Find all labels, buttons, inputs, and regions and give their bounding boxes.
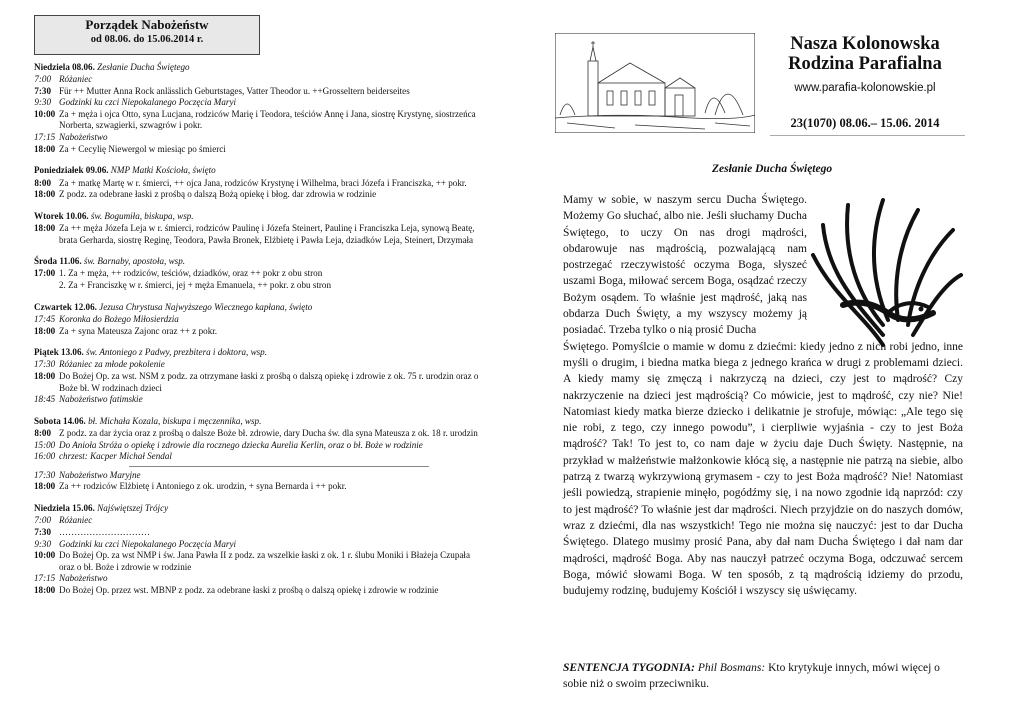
schedule-day [34,62,484,155]
article-body [563,192,963,599]
schedule-entry [34,428,484,440]
day-title [34,165,484,177]
schedule-day [34,347,484,405]
issue-number: 23(1070) 08.06.– 15.06. 2014 [790,116,940,130]
entry-time: 8:00 [34,177,51,188]
website-link[interactable]: www.parafia-kolonowskie.pl [794,82,936,94]
day-name: Poniedziałek 09.06. [34,165,111,176]
entry-time: 18:00 [34,371,56,381]
schedule-entry [34,573,484,585]
entry-text: Nabożeństwo fatimskie [59,394,143,405]
schedule-entry [34,326,484,338]
entry-text: 1. Za + męża, ++ rodziców, teściów, dziadków, oraz ++ pokr z obu stron [59,268,323,279]
schedule-day [34,416,484,493]
schedule-day [34,211,484,246]
entry-text: Za ++ rodziców Elżbietę i Antoniego z ok. urodzin, + syna Bernarda i ++ pokr. [59,481,347,492]
entry-time: 18:00 [34,325,56,336]
entry-text: ………………………… [59,526,150,537]
schedule-list [34,62,484,607]
sentence-label: SENTENCJA TYGODNIA: [563,662,695,674]
schedule-day [34,256,484,291]
entry-text: Do Bożej Op. za wst. NSM z podz. za otrzymane łaski z prośbą o dalszą opiekę i zdrowie z ok. 75 r. urodzin oraz o Boże bł. W rodzinach dzieci [59,371,479,393]
entry-time: 17:30 [34,359,56,370]
entry-text: Różaniec za młode pokolenie [59,359,165,370]
schedule-entry [34,371,484,394]
entry-text: Koronka do Bożego Miłosierdzia [59,313,179,324]
day-name: Czwartek 12.06. [34,301,100,312]
entry-text: Za + męża i ojca Otto, syna Lucjana, rodziców Marię i Teodora, teściów Annę i Jana, siostrę Krystynę, siostrzeńca Norberta, szwagierki, szwagrów i pokr. [59,108,476,131]
entry-time: 7:30 [34,85,51,96]
schedule-day [34,165,484,200]
entry-time: 17:15 [34,573,56,584]
bulletin-title [765,34,965,74]
schedule-entry [34,178,484,190]
entry-text: Nabożeństwo Maryjne [59,469,141,480]
schedule-entry [34,359,484,371]
day-title [34,211,484,223]
day-title [34,256,484,268]
entry-text: Z podz. za dar życia oraz z prośbą o dalsze Boże bł. zdrowie, dary Ducha św. dla syna Mateusza z ok. 18 r. urodzin [59,428,478,439]
entry-time: 7:00 [34,74,51,85]
day-name: Środa 11.06. [34,256,84,267]
day-title [34,503,484,515]
entry-separator [129,466,429,467]
day-title [34,416,484,428]
day-title [34,347,484,359]
day-feast: św. Bogumiła, biskupa, wsp. [90,210,194,221]
entry-time: 15:00 [34,439,56,450]
entry-time: 10:00 [34,108,56,119]
entry-time: 18:00 [34,584,56,595]
entry-time: 17:00 [34,268,56,279]
entry-time: 18:00 [34,223,56,233]
entry-text: Für ++ Mutter Anna Rock anlässlich Geburtstages, Vatter Theodor u. ++Grosseltern beiderseites [59,85,410,96]
day-feast: Zesłanie Ducha Świętego [97,62,190,72]
entry-text: Nabożeństwo [59,573,108,584]
article-paragraph-narrow: Mamy w sobie, w naszym sercu Ducha Świętego. Możemy Go słuchać, albo nie. Jeśli słuchamy Ducha Świętego, to uczy On nas drogi mądrości, obdarowuje nas mądrością, pozwalającą nam postrzegać rzeczywistość oczyma Boga, słyszeć uszami Boga, miłować sercem Boga, osądzać rzeczy Bożym osądem. To właśnie jest mądrość, jaką nas obdarza Duch Święty, a my wszyscy możemy ją posiadać. Trzeba tylko o nią prosić Ducha [563,194,807,337]
schedule-entry [34,539,484,551]
schedule-entry [34,86,484,98]
schedule-entry [34,314,484,326]
schedule-title: Porządek Nabożeństw [85,17,209,32]
entry-time: 7:30 [34,526,51,537]
entry-time: 17:15 [34,132,56,143]
entry-time: 18:00 [34,189,56,200]
schedule-entry [34,527,484,539]
day-title [34,302,484,314]
day-feast: Jezusa Chrystusa Najwyższego Wiecznego kapłana, święto [99,301,313,312]
entry-text: Za + syna Mateusza Zajonc oraz ++ z pokr. [59,325,218,336]
entry-text: Godzinki ku czci Niepokalanego Poczęcia Maryi [59,538,237,549]
entry-text: Z podz. za odebrane łaski z prośbą o dalszą Bożą opiekę i błog. dar zdrowia w rodzinie [59,189,377,200]
section-title: Zesłanie Ducha Świętego [712,163,833,175]
entry-text: Do Bożej Op. przez wst. MBNP z podz. za odebrane łaski z prośbą o dalszą opiekę i zdrowie w rodzinie [59,584,439,595]
entry-time: 17:45 [34,313,56,324]
entry-text: Różaniec [59,74,93,85]
entry-text: Za ++ męża Józefa Leja w r. śmierci, rodziców Paulinę i Józefa Steinert, Paulinę i Franciszka Leja, synową Beatę, brata Gerharda, siostrę Reginę, Teodora, Pawła Bronek, Elżbietę i Pawła Leja, dziadków Leja, Steinert, Drzymała [59,223,475,245]
article-paragraph-wide: Świętego. Pomyślcie o mamie w domu z dziećmi: kiedy jedno z nich robi jedno, inne myśli o drugim, i biedna matka biega z jednego krańca w drugi z problemami dzieci. A kiedy mamy się zmęczą i nakrzyczą na dzieci, czy jest to mądrość? Czy nakrzyczenie na dzieci jest mądrością? Co mówicie, jest to mądrość, czy nie? Nie! Natomiast kiedy matka bierze dziecko i delikatnie je strofuje, mówiąc: „Ale tego się nie robi, z tego, czy innego powodu”, i cierpliwie wyjaśnia - czy to jest Boża mądrość? Tak! To jest to, co nam daje w życiu daje Duch Święty. Następnie, na przykład w małżeństwie małżonkowie kłócą się, a następnie nie patrzą na siebie, albo patrzą z twarzą wykrzywioną grymasem - czy to jest Boża mądrość? Nie! Natomiast jeśli powiedzą, strapienie minęło, pogódźmy się, i na nowo zgodnie idą naprzód: czy to jest mądrość? To właśnie jest dar mądrości. Niech przyjdzie on do naszych domów, wraz z dziećmi, dla nas wszystkich! Tego nie można się nauczyć: jest to dar Ducha Świętego. Dlatego musimy prosić Pana, aby dał nam Ducha Świętego i dał nam dar mądrości, mądrość Boga. Aby nas nauczył patrzeć oczyma Boga, odczuwać sercem Boga, mówić słowami Boga. W ten sposób, z tą mądrością idziemy do przodu, budujemy rodzinę, budujemy Kościół i wszyscy się uświęcamy. [563,340,963,598]
entry-text: Do Anioła Stróża o opiekę i zdrowie dla rocznego dziecka Aurelia Kerlin, oraz o bł. Boże w rodzinie [59,439,423,450]
schedule-dates: od 08.06. do 15.06.2014 r. [90,33,204,45]
schedule-entry [34,585,484,597]
entry-text: Nabożeństwo [59,132,108,143]
schedule-entry [34,515,484,527]
entry-time: 7:00 [34,515,51,526]
entry-text: Do Bożej Op. za wst NMP i św. Jana Pawła II z podz. za wszelkie łaski z ok. 1 r. ślubu Moniki i Błażeja Czupała oraz o bł. Boże i zdrowie w rodzinie [59,550,470,572]
schedule-entry [34,223,484,246]
schedule-entry [34,97,484,109]
schedule-entry [34,268,484,280]
schedule-entry [34,470,484,482]
entry-text: Godzinki ku czci Niepokalanego Poczęcia Maryi [59,97,237,108]
bulletin-title-line1: Nasza Kolonowska [790,34,940,54]
schedule-entry [34,74,484,86]
schedule-entry [34,451,484,463]
schedule-entry [34,440,484,452]
schedule-entry [34,394,484,406]
day-name: Niedziela 15.06. [34,503,98,514]
day-name: Sobota 14.06. [34,415,89,426]
sentence-author: Phil Bosmans: [697,662,766,674]
sentence-text: Kto krytykuje innych, mówi więcej o sobie niż o swoim przeciwniku. [563,662,940,691]
day-feast: św. Barnaby, apostoła, wsp. [83,256,186,267]
entry-text: Za + Cecylię Niewergol w miesiąc po śmierci [59,143,226,154]
day-feast: bł. Michała Kozala, biskupa i męczennika, wsp. [88,415,262,426]
day-name: Niedziela 08.06. [34,62,98,72]
schedule-header-box [34,15,260,55]
entry-time: 9:30 [34,538,51,549]
schedule-entry [34,109,484,132]
entry-time: 17:30 [34,469,56,480]
entry-time: 10:00 [34,550,56,561]
entry-text: 2. Za + Franciszkę w r. śmierci, jej + męża Emanuela, ++ pokr. z obu stron [59,280,332,291]
entry-time: 8:00 [34,428,51,439]
entry-text: Za + matkę Martę w r. śmierci, ++ ojca Jana, rodziców Krystynę i Wilhelma, braci Józefa i Franciszka, ++ pokr. [59,177,467,188]
schedule-entry [34,144,484,156]
sentence-of-week [563,660,963,693]
schedule-entry [34,189,484,201]
entry-time [34,280,59,292]
issue-divider [770,135,965,136]
schedule-entry [34,280,484,292]
entry-time: 18:45 [34,394,56,405]
schedule-entry [34,132,484,144]
bulletin-column [555,0,965,725]
day-name: Wtorek 10.06. [34,210,91,221]
schedule-entry [34,550,484,573]
day-feast: św. Antoniego z Padwy, prezbitera i doktora, wsp. [86,347,267,358]
entry-time: 18:00 [34,481,56,492]
schedule-entry [34,481,484,493]
bulletin-title-line2: Rodzina Parafialna [788,54,942,74]
entry-time: 18:00 [34,143,56,154]
schedule-day [34,503,484,596]
day-name: Piątek 13.06. [34,347,87,358]
entry-text: Różaniec [59,515,93,526]
entry-time: 16:00 [34,451,56,462]
church-illustration [555,33,755,133]
schedule-day [34,302,484,337]
day-feast: NMP Matki Kościoła, święto [110,165,216,176]
entry-text: chrzest: Kacper Michał Sendal [59,451,172,462]
entry-time: 9:30 [34,97,51,108]
day-title [34,62,484,74]
day-feast: Najświętszej Trójcy [97,503,169,514]
